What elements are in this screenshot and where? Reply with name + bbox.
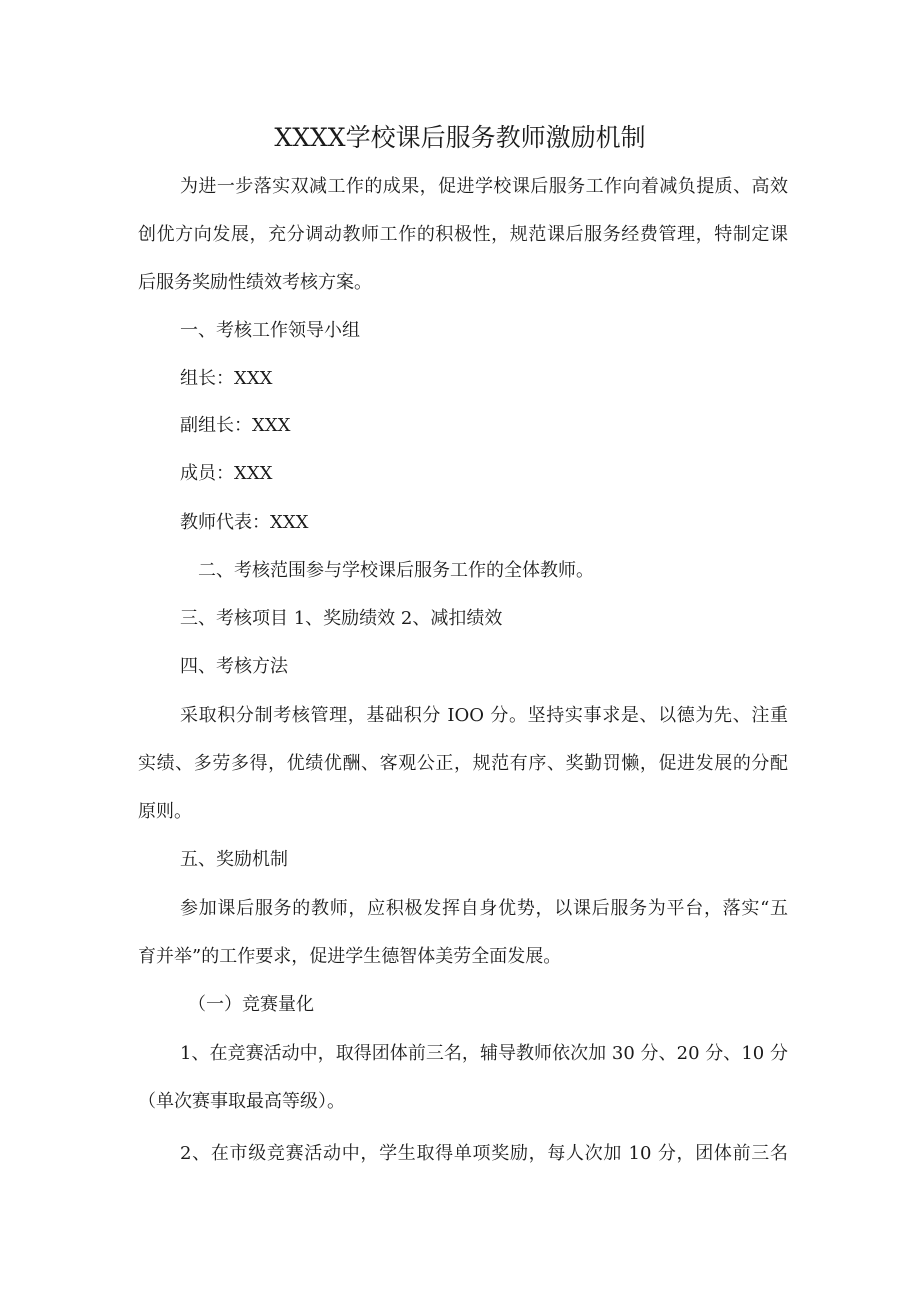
section-4-line-3: 原则。 <box>138 801 192 822</box>
deputy-leader-line: 副组长：XXX <box>180 415 291 436</box>
section-4-heading: 四、考核方法 <box>180 656 288 677</box>
section-5-heading: 五、奖励机制 <box>180 849 288 870</box>
intro-line-1: 为进一步落实双减工作的成果，促进学校课后服务工作向着减负提质、高效 <box>180 176 788 197</box>
section-2-heading: 二、考核范围参与学校课后服务工作的全体教师。 <box>198 560 594 581</box>
teacher-rep-line: 教师代表：XXX <box>180 512 309 533</box>
section-5-line-2: 育并举”的工作要求，促进学生德智体美劳全面发展。 <box>138 946 562 967</box>
section-1-heading: 一、考核工作领导小组 <box>180 320 360 341</box>
item-1-line-2: （单次赛事取最高等级）。 <box>138 1091 345 1112</box>
members-line: 成员：XXX <box>180 463 273 484</box>
section-3-heading: 三、考核项目 1、奖励绩效 2、减扣绩效 <box>180 608 503 629</box>
document-title: XXXX学校课后服务教师激励机制 <box>274 123 646 152</box>
intro-line-2: 创优方向发展，充分调动教师工作的积极性，规范课后服务经费管理，特制定课 <box>138 224 788 245</box>
item-2-line-1: 2、在市级竞赛活动中，学生取得单项奖励，每人次加 10 分，团体前三名 <box>180 1143 788 1164</box>
intro-line-3: 后服务奖励性绩效考核方案。 <box>138 272 372 293</box>
subsection-1-heading: （一）竞赛量化 <box>188 994 314 1015</box>
section-5-line-1: 参加课后服务的教师，应积极发挥自身优势，以课后服务为平台，落实“五 <box>180 898 788 919</box>
section-4-line-1: 采取积分制考核管理，基础积分 IOO 分。坚持实事求是、以德为先、注重 <box>180 705 788 726</box>
item-1-line-1: 1、在竞赛活动中，取得团体前三名，辅导教师依次加 30 分、20 分、10 分 <box>180 1043 788 1064</box>
section-4-line-2: 实绩、多劳多得，优绩优酬、客观公正，规范有序、奖勤罚懒，促进发展的分配 <box>138 753 788 774</box>
leader-line: 组长：XXX <box>180 368 273 389</box>
